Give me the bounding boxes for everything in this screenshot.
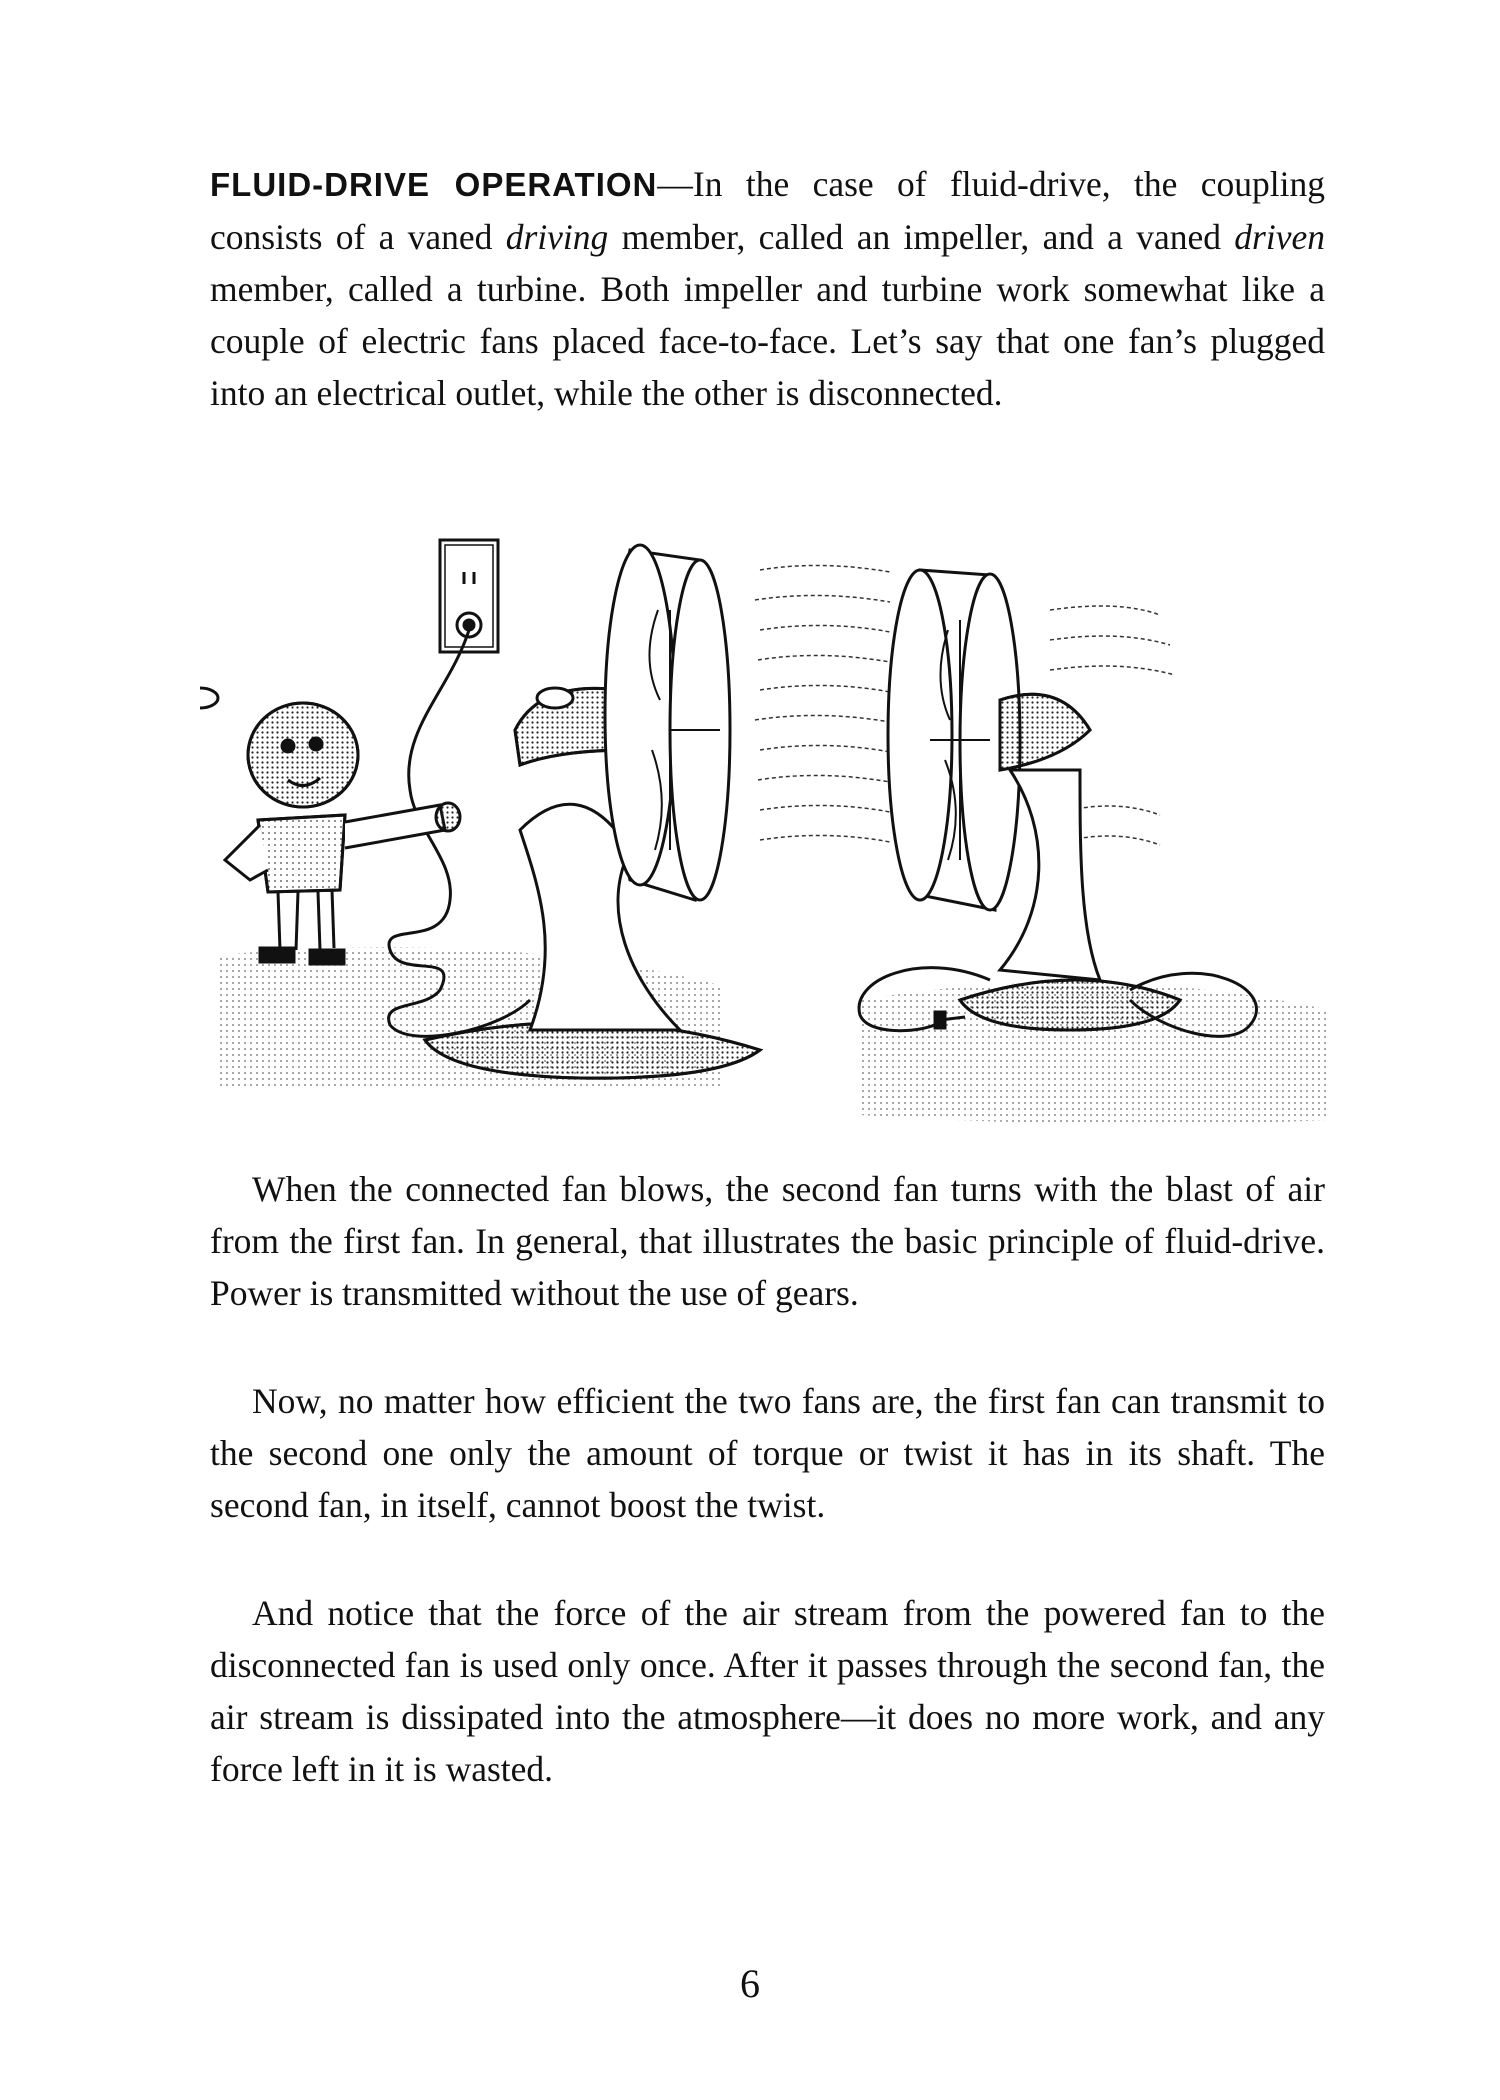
text-run: member, called an impeller, and a vaned — [608, 217, 1235, 257]
text-run: And notice that the force of the air stream from the powered fan to the disconnected fan is used only once. After it passes through the second fan, the air stream is dissipated into the atmosphere—it does no more work, and any force left in it is wasted. — [210, 1593, 1325, 1789]
text-run: When the connected fan blows, the second fan turns with the blast of air from the first fan. In general, that illustrates the basic principle of fluid-drive. Power is transmitted without the use of gears. — [210, 1169, 1325, 1313]
fans-illustration — [200, 530, 1340, 1130]
text-run: —In the case of fluid-drive, the coupling consists of a vaned — [210, 164, 1326, 257]
paragraph-fluid-drive-operation — [210, 158, 1325, 419]
paragraph-torque — [210, 1375, 1325, 1531]
cartoon-character — [225, 703, 460, 964]
text-run: Now, no matter how efficient the two fans are, the first fan can transmit to the second one only the amount of torque or twist it has in its shaft. The second fan, in itself, cannot boost the twist. — [210, 1381, 1325, 1525]
page-number: 6 — [740, 1961, 760, 2006]
text-run-italic: driving — [505, 217, 609, 257]
disconnected-fan — [859, 570, 1256, 1036]
text-run-italic: driven — [1234, 217, 1325, 257]
section-heading: FLUID-DRIVE OPERATION — [210, 166, 658, 203]
paragraph-connected-fan — [210, 1163, 1325, 1319]
text-run: member, called a turbine. Both impeller and turbine work somewhat like a couple of electric fans placed face-to-face. Let’s say that one fan’s plugged into an electrical outlet, while the other is disconnected. — [210, 269, 1325, 413]
wall-outlet — [440, 540, 498, 652]
paragraph-air-stream — [210, 1587, 1325, 1795]
